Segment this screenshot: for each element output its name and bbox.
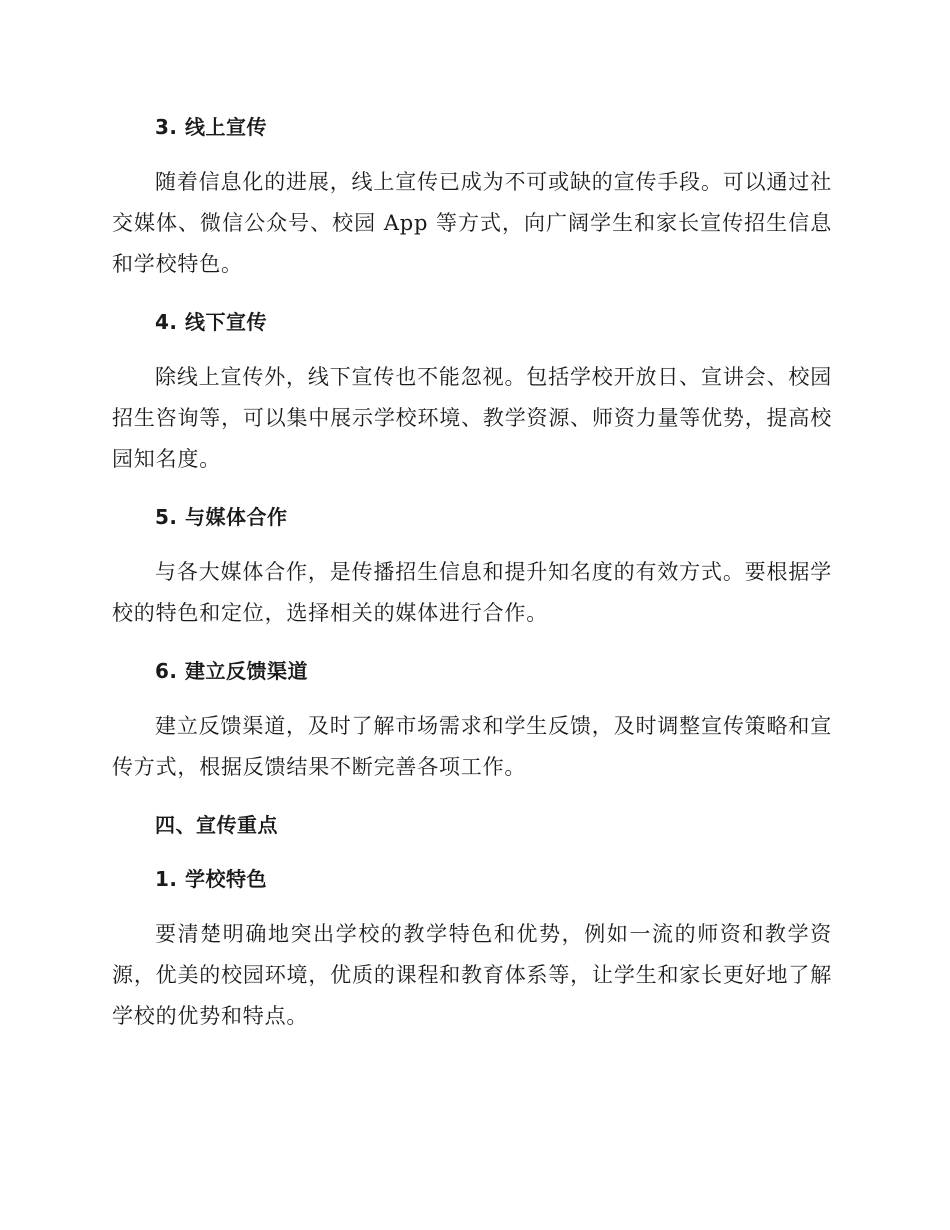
section-heading-feedback-channel: 6. 建立反馈渠道 [155, 659, 308, 683]
subsection-paragraph-school-features: 要清楚明确地突出学校的教学特色和优势，例如一流的师资和教学资源，优美的校园环境，优质的课程和教育体系等，让学生和家长更好地了解学校的优势和特点。 [112, 922, 832, 1028]
section-paragraph-online-promotion: 随着信息化的进展，线上宣传已成为不可或缺的宣传手段。可以通过社交媒体、微信公众号、校园 App 等方式，向广阔学生和家长宣传招生信息和学校特色。 [112, 170, 832, 276]
document-body [112, 108, 832, 1037]
section-heading-online-promotion: 3. 线上宣传 [155, 115, 267, 139]
section-heading-media-cooperation: 5. 与媒体合作 [155, 505, 288, 529]
section-paragraph-offline-promotion: 除线上宣传外，线下宣传也不能忽视。包括学校开放日、宣讲会、校园招生咨询等，可以集中展示学校环境、教学资源、师资力量等优势，提高校园知名度。 [112, 365, 832, 471]
spacer [112, 690, 832, 706]
spacer [112, 480, 832, 498]
spacer [112, 844, 832, 860]
spacer [112, 898, 832, 914]
section-heading-offline-promotion: 4. 线下宣传 [155, 310, 267, 334]
spacer [112, 634, 832, 652]
section-paragraph-feedback-channel: 建立反馈渠道，及时了解市场需求和学生反馈，及时调整宣传策略和宣传方式，根据反馈结果不断完善各项工作。 [112, 714, 832, 779]
section-paragraph-media-cooperation: 与各大媒体合作，是传播招生信息和提升知名度的有效方式。要根据学校的特色和定位，选择相关的媒体进行合作。 [112, 560, 832, 625]
spacer [112, 536, 832, 552]
subsection-heading-school-features: 1. 学校特色 [155, 867, 267, 891]
spacer [112, 285, 832, 303]
spacer [112, 341, 832, 357]
spacer [112, 788, 832, 806]
chapter-heading-promotion-focus: 四、宣传重点 [155, 813, 278, 837]
spacer [112, 146, 832, 162]
